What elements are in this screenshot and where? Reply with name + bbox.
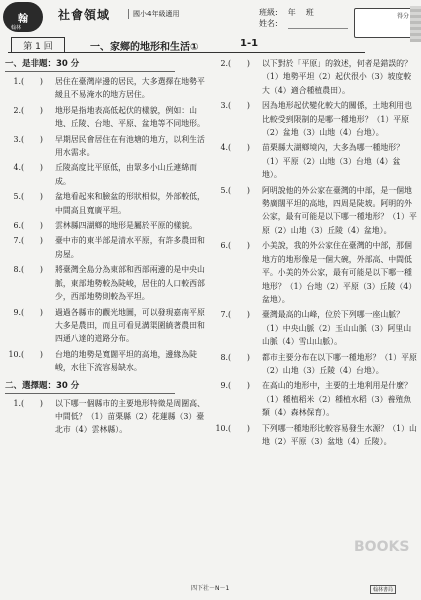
question-item	[212, 239, 417, 306]
year-label: 年	[287, 8, 296, 17]
publisher-logo: 翰	[3, 2, 43, 32]
question-text: 雲林縣四湖鄉的地形是屬於平原的樣貌。	[55, 221, 198, 231]
question-number: 7.	[220, 310, 228, 320]
question-number: 1.	[13, 398, 21, 408]
class-suffix: 班	[305, 8, 314, 17]
grade-label: 國小4年級適用	[128, 9, 179, 19]
answer-blank[interactable]: ( )	[21, 398, 43, 408]
question-item	[5, 161, 210, 188]
section-multiple-choice: 二、選擇題：30 分	[5, 379, 175, 394]
question-item	[5, 397, 210, 437]
lesson-title: 一、家鄉的地形和生活①	[90, 42, 199, 53]
answer-blank[interactable]: ( )	[228, 185, 250, 195]
question-text: 過過各縣市的觀光地圖，可以發現嘉南平原大多是農田，而且可看見溝渠圍繞著農田和四通八達的道路分布。	[55, 307, 205, 344]
question-item	[212, 141, 417, 181]
question-number: 10.	[215, 423, 228, 433]
question-number: 10.	[8, 349, 21, 359]
question-text: 都市主要分布在以下哪一種地形？（1）平原（2）山地（3）丘陵（4）台地）。	[262, 352, 417, 375]
answer-blank[interactable]: ( )	[21, 221, 43, 231]
question-text: 丘陵高度比平原低，由眾多小山丘連綿而成。	[55, 163, 198, 186]
question-number: 1.	[13, 77, 21, 86]
question-text: 居住在臺灣岸邊的居民，大多選擇在地勢平緩且不易淹水的地方居住。	[55, 77, 205, 100]
left-column	[5, 57, 210, 439]
answer-blank[interactable]: ( )	[21, 163, 43, 173]
question-item	[212, 379, 417, 419]
answer-blank[interactable]: ( )	[228, 352, 250, 362]
answer-blank[interactable]: ( )	[228, 310, 250, 320]
question-item	[212, 99, 417, 139]
answer-blank[interactable]: ( )	[228, 423, 250, 433]
answer-blank[interactable]: ( )	[228, 59, 250, 68]
question-number: 6.	[13, 221, 21, 231]
question-item	[212, 351, 417, 378]
score-box[interactable]	[354, 8, 413, 38]
question-text: 臺中市的東半部是清水平原，有許多農田和房屋。	[55, 236, 205, 259]
question-item	[212, 422, 417, 449]
score-label: 得分	[396, 13, 409, 20]
watermark: BOOKS	[354, 539, 410, 555]
name-label: 姓名:	[259, 19, 278, 28]
answer-blank[interactable]: ( )	[21, 236, 43, 246]
question-text: 早期居民會居住在有池塘的地方，以利生活用水需求。	[55, 134, 205, 158]
question-item	[5, 104, 210, 131]
question-number: 6.	[220, 241, 228, 251]
answer-blank[interactable]: ( )	[228, 143, 250, 153]
answer-blank[interactable]: ( )	[228, 241, 250, 251]
answer-blank[interactable]: ( )	[21, 265, 43, 275]
question-number: 9.	[13, 307, 21, 317]
question-item	[5, 190, 210, 217]
question-text: 臺灣最高的山峰，位於下列哪一座山脈？（1）中央山脈（2）玉山山脈（3）阿里山山脈（4）雪山山脈）。	[262, 310, 412, 347]
header	[0, 0, 421, 34]
logo-subtext: 翰林	[11, 25, 22, 31]
question-number: 9.	[220, 381, 228, 391]
question-number: 5.	[13, 192, 21, 202]
question-text: 小美說，我的外公家住在臺灣的中部，那個地方的地形像是一個大碗，外部高、中間低平。小美的外公家，最有可能是以下哪一種地形？（1）台地（2）平原（3）丘陵（4）盆地）。	[262, 241, 417, 304]
question-text: 地形是指地表高低起伏的樣貌，例如：山地、丘陵、台地、平原、盆地等不同地形。	[55, 105, 205, 129]
answer-blank[interactable]: ( )	[21, 349, 43, 359]
question-number: 8.	[13, 265, 21, 275]
question-text: 以下對於「平原」的敘述，何者是錯誤的？（1）地勢平坦（2）起伏很小（3）坡度較大（4）適合種植農田）。	[262, 59, 412, 95]
question-item	[5, 219, 210, 232]
page-footer: 四下社－N－1	[191, 585, 230, 592]
title-bar	[8, 36, 365, 53]
section-true-false: 一、是非題：30 分	[5, 57, 175, 72]
question-item	[5, 348, 210, 375]
answer-blank[interactable]: ( )	[228, 101, 250, 111]
answer-blank[interactable]: ( )	[21, 105, 43, 115]
lesson-number: 第 1 回	[11, 37, 65, 53]
question-text: 阿明說他的外公家在臺灣的中部，是一個地勢廣闊平坦的高地，四周是陡坡。阿明的外公家，最有可能是以下哪一種地形？（1）平原（2）山地（3）丘陵（4）盆地）。	[262, 185, 417, 235]
question-text: 在高山的地形中，主要的土地利用是什麼？（1）種植稻米（2）種植水稻（3）養殖魚類（4）森林保育）。	[262, 381, 412, 418]
question-item	[5, 263, 210, 303]
publisher-tag: 翰林書局	[370, 585, 396, 594]
question-item	[5, 133, 210, 160]
question-item	[212, 308, 417, 348]
question-text: 下列哪一種地形比較容易發生水源？（1）山地（2）平原（3）盆地（4）丘陵）。	[262, 423, 417, 446]
question-number: 5.	[220, 185, 228, 195]
question-text: 以下哪一個縣市的主要地形特徵是周圍高、中間低？（1）苗栗縣（2）花蓮縣（3）臺北市（4）雲林縣）。	[55, 398, 205, 435]
name-field[interactable]	[288, 18, 348, 29]
answer-blank[interactable]: ( )	[21, 134, 43, 144]
right-column	[212, 57, 417, 450]
question-text: 苗栗縣大湖鄉境內，大多為哪一種地形？（1）平原（2）山地（3）台地（4）盆地）。	[262, 143, 405, 180]
question-item	[212, 57, 417, 97]
answer-blank[interactable]: ( )	[21, 192, 43, 202]
question-item	[5, 306, 210, 346]
question-text: 將臺灣全島分為東部和西部兩邊的是中央山脈，東部地勢較為陡峻，居住的人口較西部少，西部地勢則較為平坦。	[55, 265, 205, 302]
question-item	[5, 75, 210, 102]
question-text: 因為地形起伏變化較大的關係，土地利用也比較受到限制的是哪一種地形？（1）平原（2）盆地（3）山地（4）台地）。	[262, 101, 412, 138]
question-number: 3.	[220, 101, 228, 111]
student-info	[259, 7, 348, 29]
question-item	[5, 234, 210, 261]
question-number: 3.	[13, 134, 21, 144]
answer-blank[interactable]: ( )	[228, 381, 250, 391]
class-label: 班級:	[259, 8, 278, 17]
question-number: 8.	[220, 352, 228, 362]
question-text: 盆地看起來和臉盆的形狀相似，外部較低，中間高且寬廣平坦。	[55, 192, 205, 215]
question-number: 7.	[13, 236, 21, 246]
lesson-section: 1-1	[240, 38, 259, 49]
answer-blank[interactable]: ( )	[21, 77, 43, 86]
question-number: 2.	[13, 105, 21, 115]
question-number: 4.	[220, 143, 228, 153]
answer-blank[interactable]: ( )	[21, 307, 43, 317]
question-item	[212, 184, 417, 238]
question-number: 4.	[13, 163, 21, 173]
subject-title: 社會領域	[58, 8, 111, 22]
question-number: 2.	[220, 59, 228, 68]
torn-edge	[410, 6, 421, 42]
question-text: 台地的地勢是寬闊平坦的高地，邊緣為陡峻，水往下流容易缺水。	[55, 349, 198, 373]
